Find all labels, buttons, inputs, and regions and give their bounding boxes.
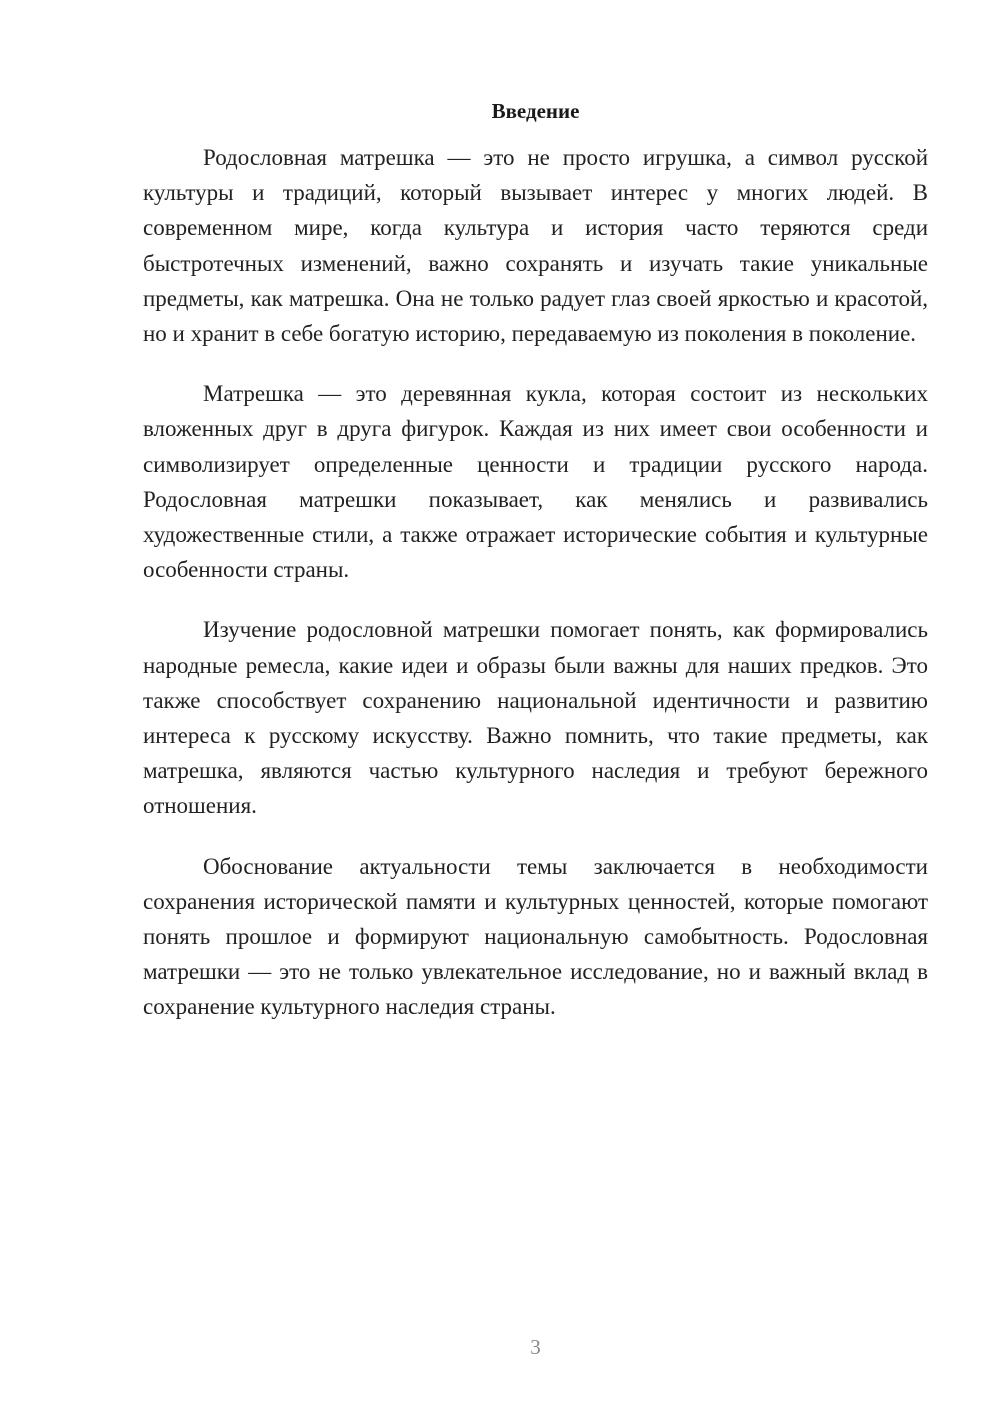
- section-heading: Введение: [491, 99, 580, 123]
- page-number: 3: [530, 1335, 541, 1359]
- paragraph-3: Изучение родословной матрешки помогает понять, как формировались народные ремесла, какие идеи и образы были важны для наших предков. Это также способствует сохранению национальной идентичности и развитию интереса к русскому искусству. Важно помнить, что такие предметы, как матрешка, являются частью культурного наследия и требуют бережного отношения.: [143, 617, 928, 819]
- body-text: [143, 140, 928, 1050]
- paragraph-1: Родословная матрешка — это не просто игрушка, а символ русской культуры и традиций, который вызывает интерес у многих людей. В современном мире, когда культура и история часто теряются среди быстротечных изменений, важно сохранять и изучать такие уникальные предметы, как матрешка. Она не только радует глаз своей яркостью и красотой, но и хранит в себе богатую историю, передаваемую из поколения в поколение.: [143, 145, 928, 347]
- paragraph-2: Матрешка — это деревянная кукла, которая состоит из нескольких вложенных друг в друга фигурок. Каждая из них имеет свои особенности и символизирует определенные ценности и традиции русского народа. Родословная матрешки показывает, как менялись и развивались художественные стили, а также отражает исторические события и культурные особенности страны.: [143, 381, 928, 583]
- paragraph-4: Обоснование актуальности темы заключается в необходимости сохранения исторической памяти и культурных ценностей, которые помогают понять прошлое и формируют национальную самобытность. Родословная матрешки — это не только увлекательное исследование, но и важный вклад в сохранение культурного наследия страны.: [143, 853, 928, 1020]
